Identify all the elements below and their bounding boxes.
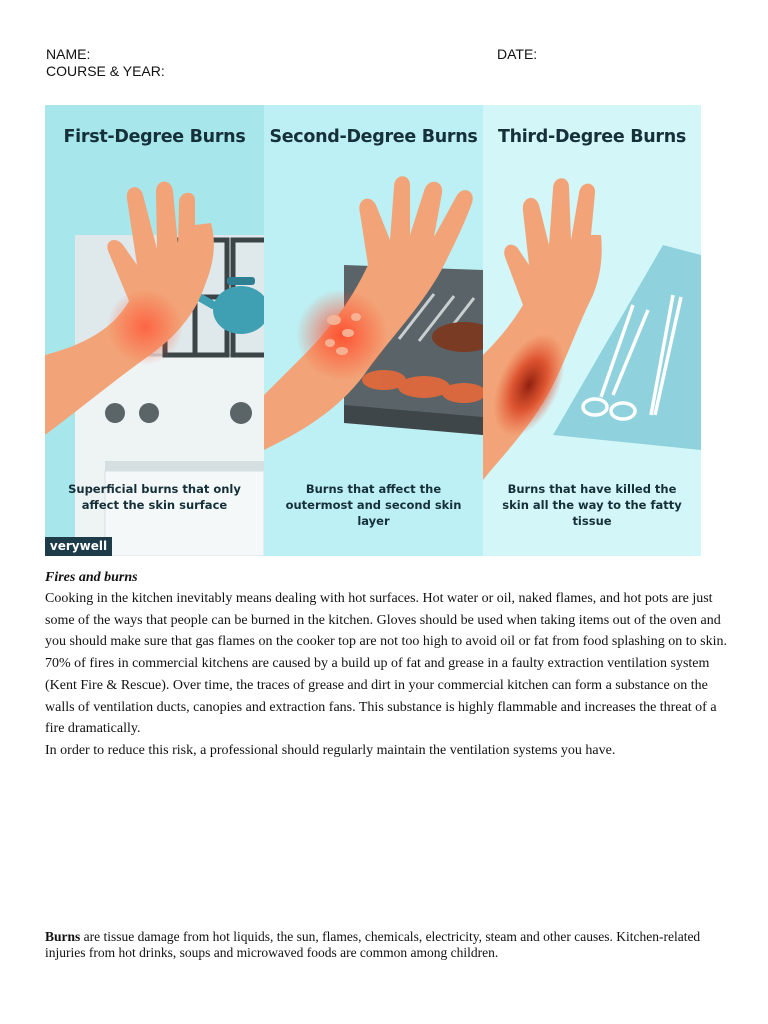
paragraph-hot-surfaces: Cooking in the kitchen inevitably means dealing with hot surfaces. Hot water or oil, naked flames, and hot pots are just some of the ways that people can be burned in the kitchen. Gloves should be used when taking items out of the oven and you should make sure that gas flames on the cooker top are not too high to avoid oil or fat from food splashing on to skin. xyxy=(45,591,727,650)
panel-3-caption: Burns that have killed the skin all the way to the fatty tissue xyxy=(502,482,682,528)
course-year-label: COURSE & YEAR: xyxy=(46,63,165,79)
panel-2-caption: Burns that affect the outermost and second skin layer xyxy=(285,482,462,528)
burn-degrees-infographic xyxy=(45,105,701,556)
panel-third-degree xyxy=(483,105,701,556)
panel-1-caption: Superficial burns that only affect the skin surface xyxy=(68,482,241,512)
section-body xyxy=(45,588,730,762)
panel-2-title: Second-Degree Burns xyxy=(269,127,478,147)
burns-term: Burns xyxy=(45,929,81,944)
name-label: NAME: xyxy=(46,46,91,62)
panel-1-title: First-Degree Burns xyxy=(63,127,246,147)
panel-first-degree xyxy=(45,105,264,556)
section-title: Fires and burns xyxy=(45,570,138,585)
panel-3-title: Third-Degree Burns xyxy=(497,127,687,147)
verywell-logo: verywell xyxy=(45,537,112,556)
paragraph-commercial-fires: 70% of fires in commercial kitchens are caused by a build up of fat and grease in a faulty extraction ventilation system (Kent Fire & Rescue). Over time, the traces of grease and dirt in your commercial kitchen can form a substance on the walls of ventilation ducts, canopies and extraction fans. This substance is highly flammable and increases the threat of a fire dramatically. xyxy=(45,656,717,737)
panel-second-degree xyxy=(264,105,483,556)
burns-description: are tissue damage from hot liquids, the sun, flames, chemicals, electricity, steam and other causes. Kitchen-related injuries from hot drinks, soups and microwaved foods are common among children. xyxy=(45,929,701,960)
date-label: DATE: xyxy=(497,46,538,62)
paragraph-maintenance: In order to reduce this risk, a professional should regularly maintain the ventilation systems you have. xyxy=(45,742,616,758)
burns-definition xyxy=(45,929,730,961)
